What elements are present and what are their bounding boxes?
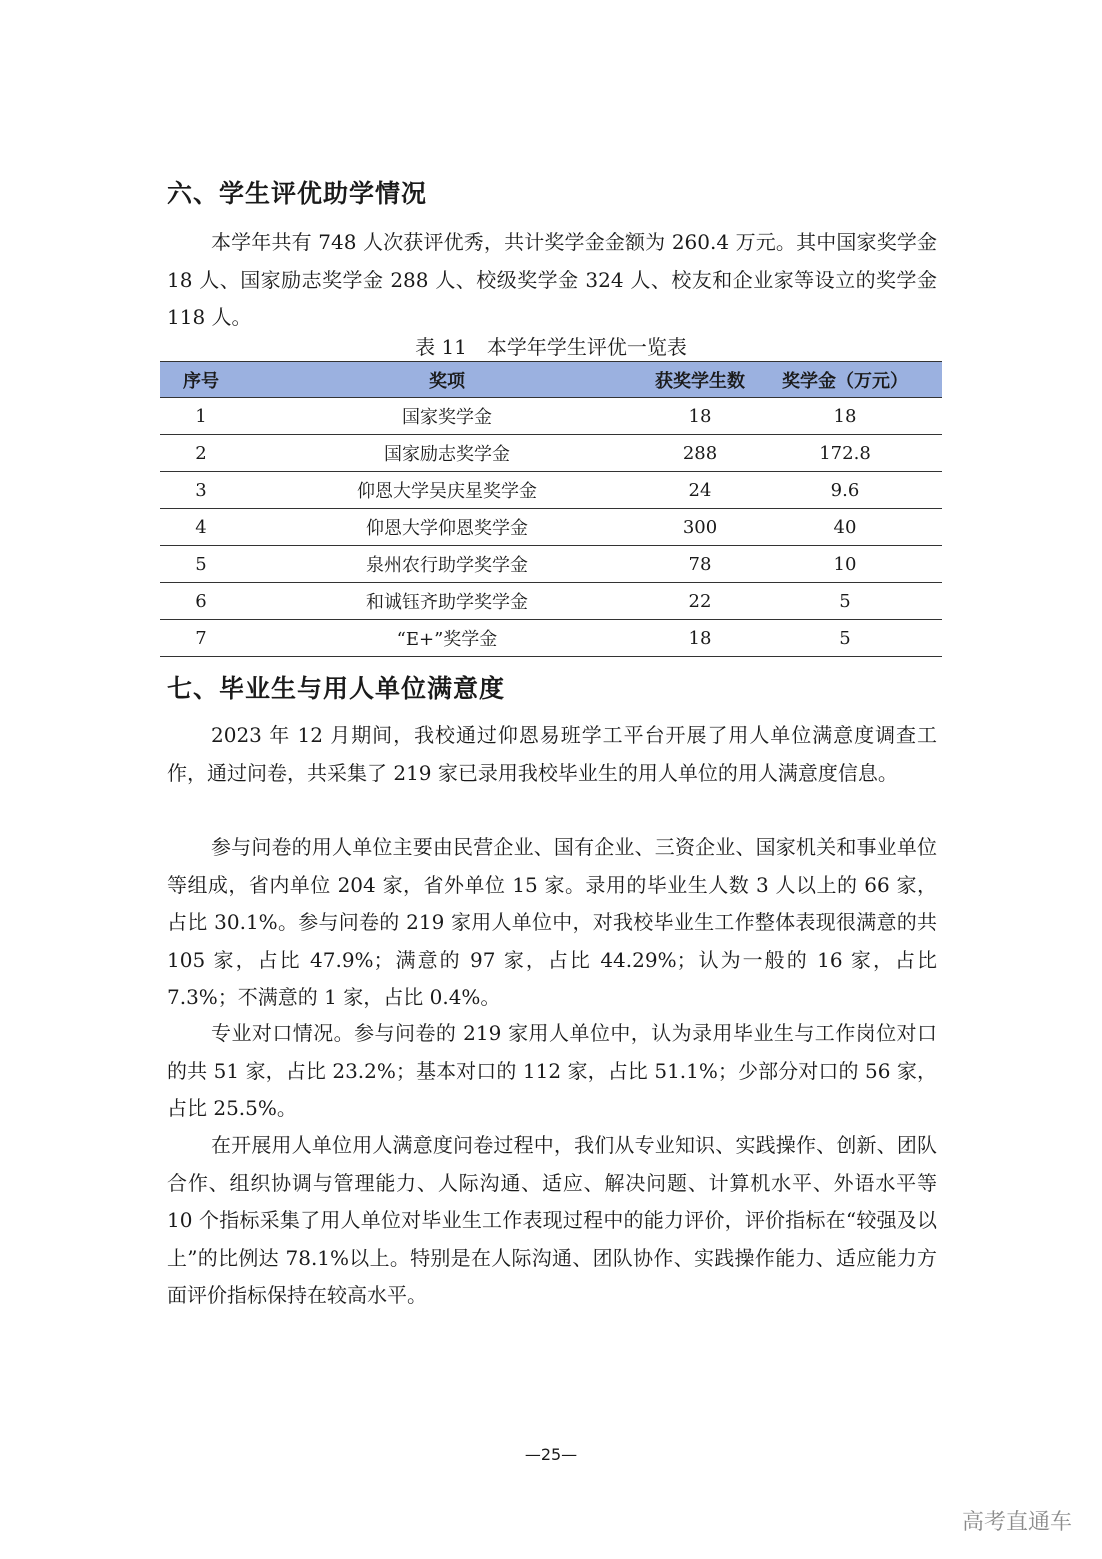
cell-amount: 5 — [748, 583, 942, 620]
header-amount: 奖学金（万元） — [748, 362, 942, 398]
watermark-text: 高考直通车 — [961, 1510, 1072, 1535]
awards-table — [160, 361, 942, 657]
cell-amount: 172.8 — [748, 435, 942, 472]
cell-count: 18 — [652, 620, 748, 657]
table-row — [160, 435, 942, 472]
composition-paragraph: 参与问卷的用人单位主要由民营企业、国有企业、三资企业、国家机关和事业单位等组成，省内单位 204 家，省外单位 15 家。录用的毕业生人数 3 人以上的 66 家，占比 30.1%。参与问卷的 219 家用人单位中，对我校毕业生工作整体表现很满意的共 105 家，占比 47.9%；满意的 97 家，占比 44.29%；认为一般的 16 家，占比 7.3%；不满意的 1 家，占比 0.4%。 — [167, 835, 937, 1009]
cell-count: 24 — [652, 472, 748, 509]
cell-count: 300 — [652, 509, 748, 546]
cell-count: 22 — [652, 583, 748, 620]
cell-count: 18 — [652, 398, 748, 435]
cell-award: 国家励志奖学金 — [242, 435, 652, 472]
cell-amount: 40 — [748, 509, 942, 546]
table-caption: 表 11 本学年学生评优一览表 — [415, 335, 687, 359]
cell-amount: 9.6 — [748, 472, 942, 509]
cell-amount: 10 — [748, 546, 942, 583]
cell-no: 4 — [160, 509, 242, 546]
cell-award: 仰恩大学仰恩奖学金 — [242, 509, 652, 546]
ability-evaluation-paragraph: 在开展用人单位用人满意度问卷过程中，我们从专业知识、实践操作、创新、团队合作、组织协调与管理能力、人际沟通、适应、解决问题、计算机水平、外语水平等 10 个指标采集了用人单位对毕业生工作表现过程中的能力评价，评价指标在“较强及以上”的比例达 78.1%以上。特别是在人际沟通、团队协作、实践操作能力、适应能力方面评价指标保持在较高水平。 — [167, 1133, 937, 1307]
header-count: 获奖学生数 — [652, 362, 748, 398]
survey-paragraph: 2023 年 12 月期间，我校通过仰恩易班学工平台开展了用人单位满意度调查工作，通过问卷，共采集了 219 家已录用我校毕业生的用人单位的用人满意度信息。 — [167, 723, 937, 785]
table-row — [160, 398, 942, 435]
awards-paragraph: 本学年共有 748 人次获评优秀，共计奖学金金额为 260.4 万元。其中国家奖学金 18 人、国家励志奖学金 288 人、校级奖学金 324 人、校友和企业家等设立的奖学金 118 人。 — [167, 230, 937, 329]
cell-no: 7 — [160, 620, 242, 657]
cell-no: 2 — [160, 435, 242, 472]
table-row — [160, 472, 942, 509]
cell-no: 5 — [160, 546, 242, 583]
cell-count: 78 — [652, 546, 748, 583]
cell-amount: 5 — [748, 620, 942, 657]
cell-count: 288 — [652, 435, 748, 472]
cell-no: 3 — [160, 472, 242, 509]
page-number: —25— — [524, 1445, 578, 1464]
cell-award: “E+”奖学金 — [242, 620, 652, 657]
cell-award: 国家奖学金 — [242, 398, 652, 435]
cell-no: 1 — [160, 398, 242, 435]
section-heading-awards: 六、学生评优助学情况 — [167, 179, 428, 208]
cell-award: 和诚钰齐助学奖学金 — [242, 583, 652, 620]
job-match-paragraph: 专业对口情况。参与问卷的 219 家用人单位中，认为录用毕业生与工作岗位对口的共 51 家，占比 23.2%；基本对口的 112 家，占比 51.1%；少部分对口的 56 家，占比 25.5%。 — [167, 1021, 937, 1120]
table-header-row — [160, 362, 942, 398]
header-no: 序号 — [160, 362, 242, 398]
cell-award: 仰恩大学吴庆星奖学金 — [242, 472, 652, 509]
section-heading-satisfaction: 七、毕业生与用人单位满意度 — [167, 674, 506, 703]
table-row — [160, 509, 942, 546]
table-row — [160, 546, 942, 583]
table-row — [160, 620, 942, 657]
table-row — [160, 583, 942, 620]
cell-amount: 18 — [748, 398, 942, 435]
cell-no: 6 — [160, 583, 242, 620]
header-award: 奖项 — [242, 362, 652, 398]
cell-award: 泉州农行助学奖学金 — [242, 546, 652, 583]
